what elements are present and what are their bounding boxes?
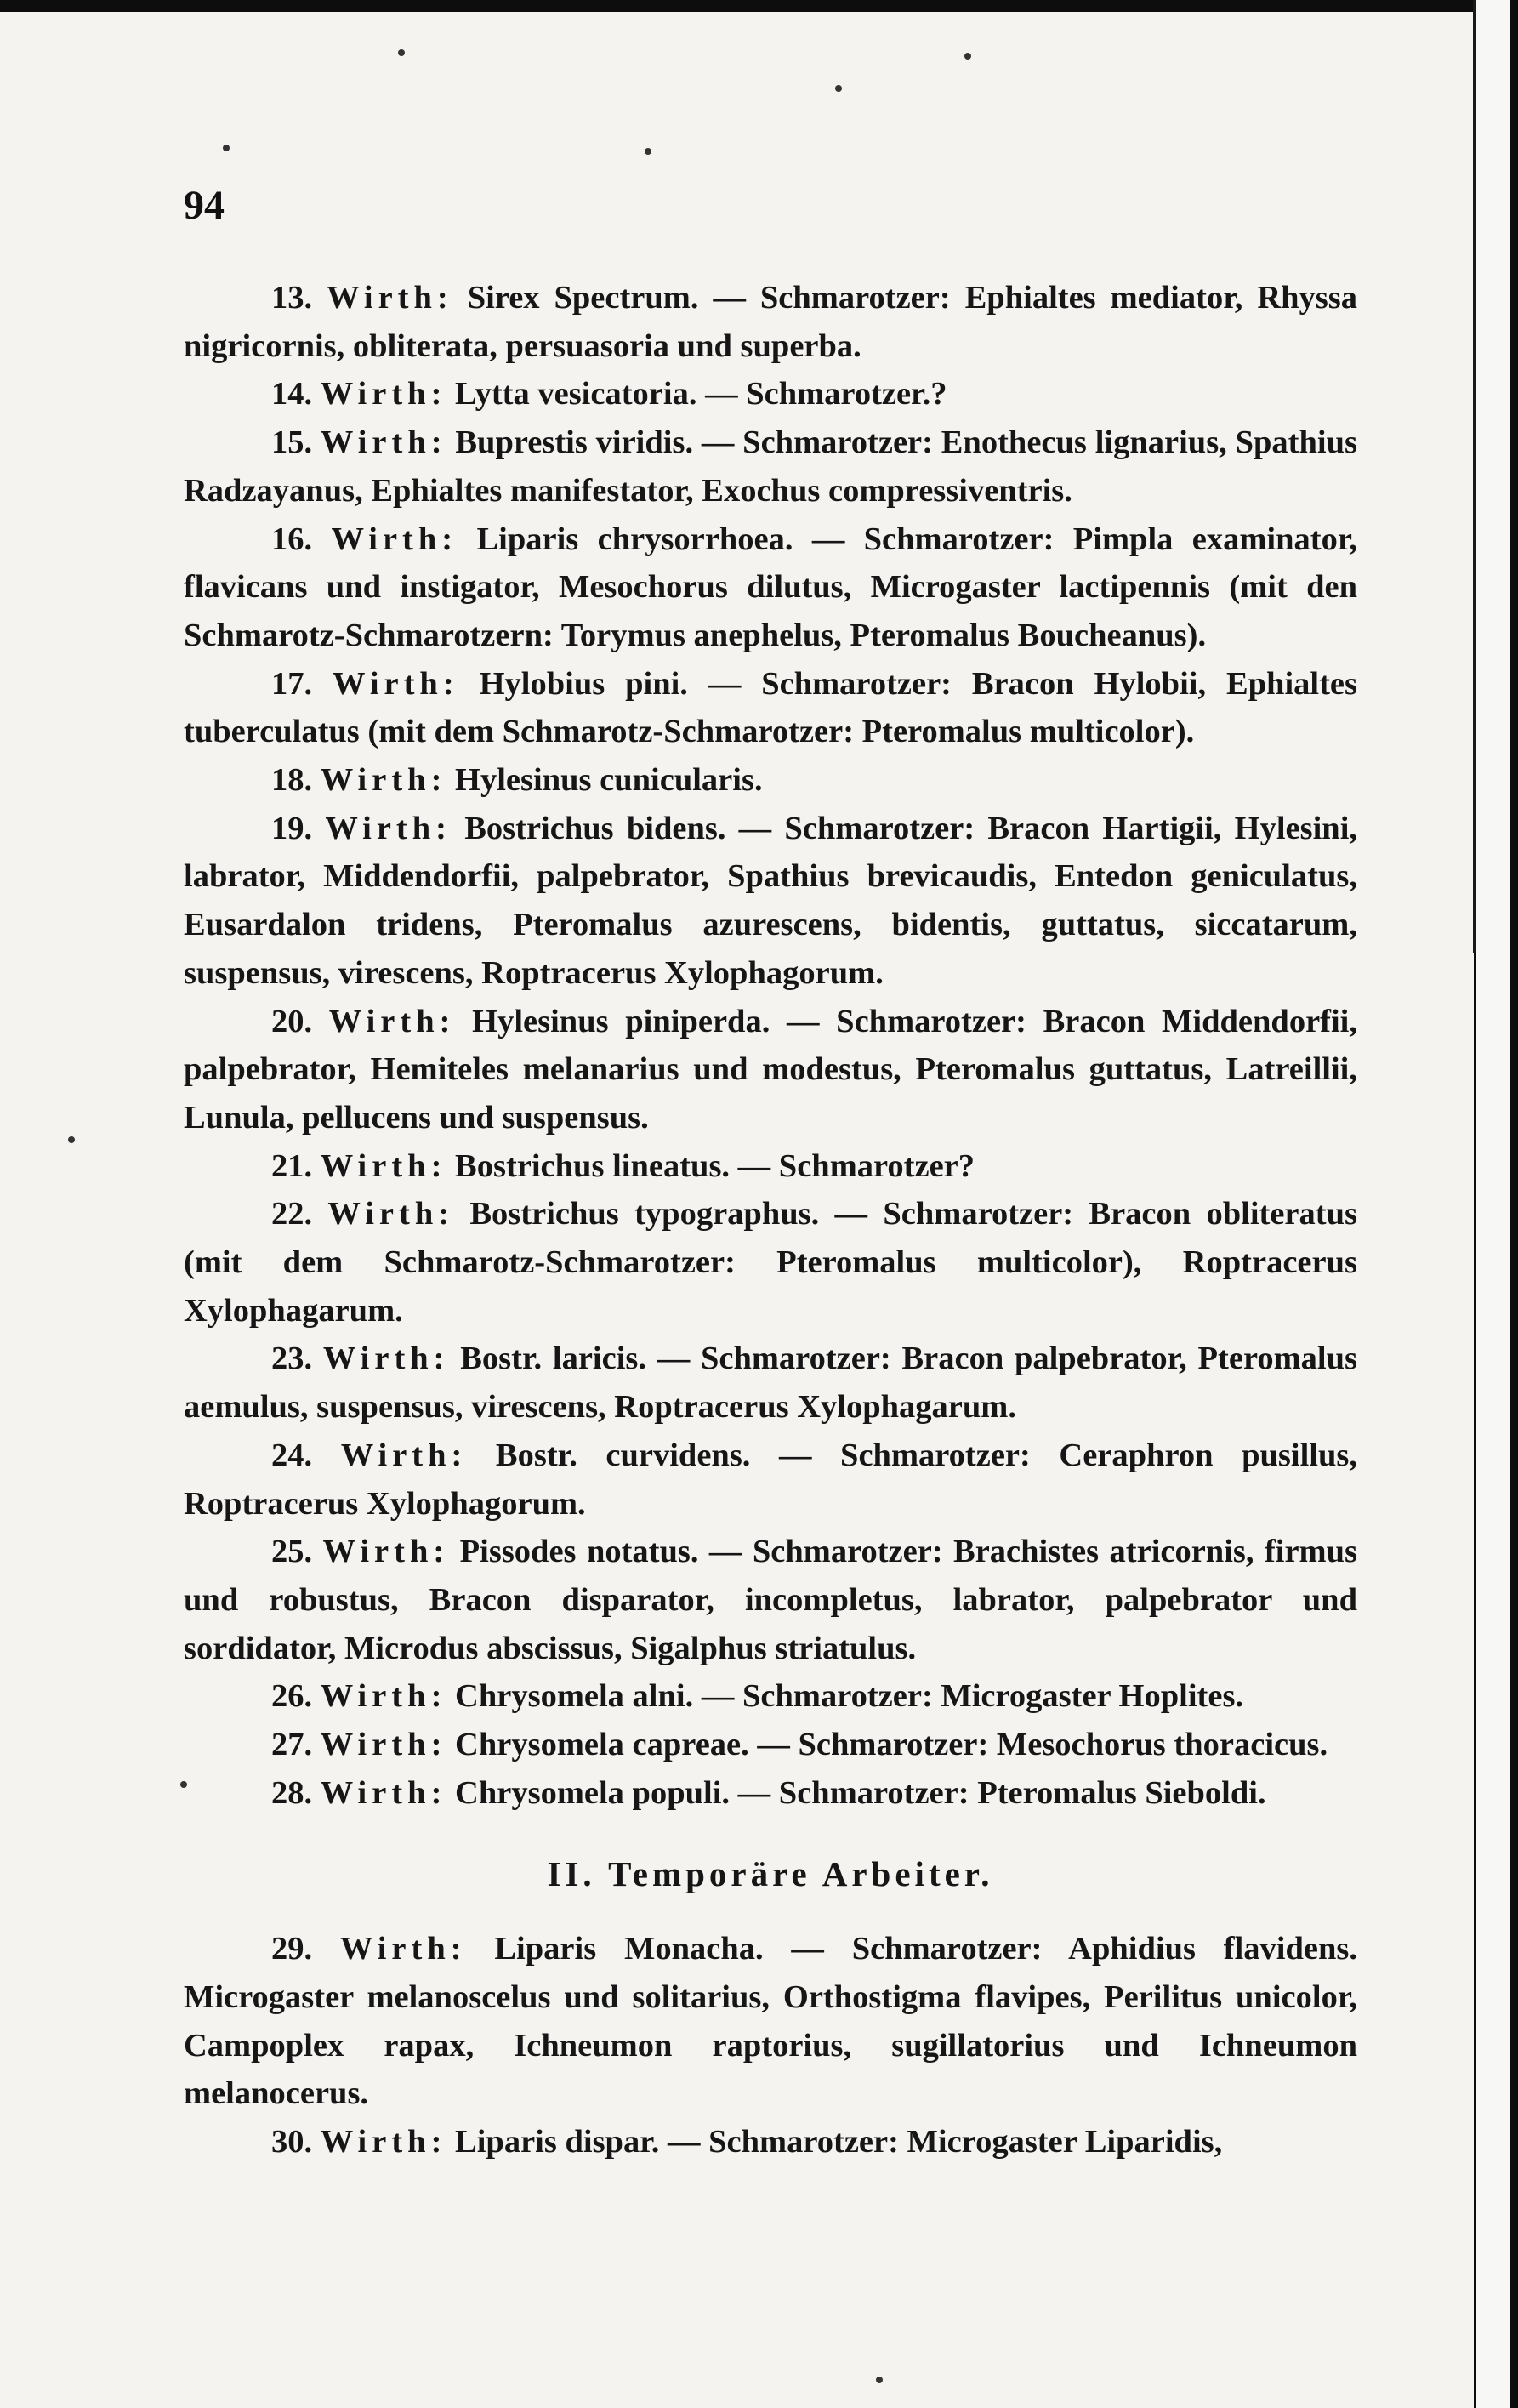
host-label: Wirth: [331,521,458,557]
entry-number: 28. [271,1774,313,1811]
host-label: Wirth: [322,1534,450,1570]
entry-text: Chrysomela capreae. — Schmarotzer: Mesochorus thoracicus. [455,1727,1328,1763]
entry-text: Hylesinus piniperda. — Schmarotzer: Bracon Middendorfii, palpebrator, Hemiteles melanarius und modestus, Pteromalus guttatus, Latreillii, Lunula, pellucens und suspensus. [184,1003,1358,1136]
host-label: Wirth: [325,810,452,846]
entry-number: 27. [271,1727,313,1763]
entry-number: 13. [271,280,313,316]
entry-20 [184,998,1357,1142]
entry-list [184,274,1357,1818]
entry-16 [184,515,1357,660]
entry-29 [184,1925,1357,2118]
entry-text: Hylobius pini. — Schmarotzer: Bracon Hylobii, Ephialtes tuberculatus (mit dem Schmarotz-Schmarotzer: Pteromalus multicolor). [184,665,1358,750]
entry-30 [184,2118,1357,2166]
entry-23 [184,1335,1357,1431]
scan-speck [835,85,842,92]
entry-text: Bostrichus bidens. — Schmarotzer: Bracon Hartigii, Hylesini, labrator, Middendorfii, palpebrator, Spathius brevicaudis, Entedon geniculatus, Eusardalon tridens, Pteromalus azurescens, bidentis, guttatus, siccatarum, suspensus, virescens, Roptracerus Xylophagorum. [184,810,1358,991]
scan-speck [223,145,230,151]
host-label: Wirth: [320,1774,447,1811]
host-label: Wirth: [320,1147,447,1184]
scan-speck [68,1136,75,1143]
entry-13 [184,274,1357,370]
host-label: Wirth: [320,2124,447,2160]
scan-speck [398,49,405,56]
entry-number: 22. [271,1196,313,1232]
entry-text: Bostr. curvidens. — Schmarotzer: Ceraphron pusillus, Roptracerus Xylophagorum. [184,1437,1357,1522]
entry-27 [184,1721,1357,1769]
entry-number: 26. [271,1678,313,1715]
entry-number: 21. [271,1147,313,1184]
entry-21 [184,1142,1357,1191]
entry-19 [184,805,1357,998]
entry-24 [184,1432,1357,1528]
host-label: Wirth: [340,1437,468,1473]
host-label: Wirth: [333,665,459,702]
entry-number: 20. [271,1003,313,1039]
entry-text: Chrysomela populi. — Schmarotzer: Pteromalus Sieboldi. [455,1774,1266,1811]
entry-14 [184,370,1357,418]
scan-speck [645,148,651,155]
entry-number: 17. [271,665,313,702]
entry-text: Pissodes notatus. — Schmarotzer: Brachistes atricornis, firmus und robustus, Bracon disparator, incompletus, labrator, palpebrator und sordidator, Microdus abscissus, Sigalphus striatulus. [184,1534,1358,1666]
entry-text: Hylesinus cunicularis. [455,762,763,799]
entry-text: Liparis dispar. — Schmarotzer: Microgaster Liparidis, [455,2124,1223,2160]
entry-15 [184,418,1357,515]
section-heading: II. Temporäre Arbeiter. [547,1853,994,1893]
entry-text: Bostrichus lineatus. — Schmarotzer? [455,1147,975,1184]
host-label: Wirth: [339,1931,467,1967]
entry-25 [184,1528,1357,1672]
entry-text: Buprestis viridis. — Schmarotzer: Enothecus lignarius, Spathius Radzayanus, Ephialtes manifestator, Exochus compressiventris. [184,424,1357,509]
book-page [0,12,1474,2408]
entry-number: 29. [271,1931,313,1967]
host-label: Wirth: [328,1003,456,1039]
host-label: Wirth: [320,376,447,413]
scan-border [1510,0,1518,2408]
scan-speck [180,1781,187,1788]
entry-text: Chrysomela alni. — Schmarotzer: Microgaster Hoplites. [455,1678,1244,1715]
entry-text: Bostrichus typographus. — Schmarotzer: Bracon obliteratus (mit dem Schmarotz-Schmarotzer: Pteromalus multicolor), Roptracerus Xylophagarum. [184,1196,1357,1329]
entry-text: Sirex Spectrum. — Schmarotzer: Ephialtes mediator, Rhyssa nigricornis, obliterata, persuasoria und superba. [184,280,1358,364]
entry-number: 25. [271,1534,313,1570]
body-text [184,274,1357,2166]
entry-number: 15. [271,424,313,461]
entry-number: 23. [271,1341,313,1377]
host-label: Wirth: [320,1678,447,1715]
host-label: Wirth: [322,1341,450,1377]
entry-text: Lytta vesicatoria. — Schmarotzer.? [455,376,947,413]
host-label: Wirth: [320,1727,447,1763]
entry-number: 30. [271,2124,313,2160]
scan-speck [876,2377,883,2383]
scan-speck [964,53,971,60]
entry-list-2 [184,1925,1357,2166]
entry-number: 24. [271,1437,313,1473]
entry-text: Liparis chrysorrhoea. — Schmarotzer: Pimpla examinator, flavicans und instigator, Mesochorus dilutus, Microgaster lactipennis (mit den Schmarotz-Schmarotzern: Torymus anephelus, Pteromalus Boucheanus). [184,521,1358,653]
entry-22 [184,1190,1357,1335]
entry-number: 16. [271,521,313,557]
entry-number: 18. [271,762,313,799]
entry-number: 14. [271,376,313,413]
host-label: Wirth: [327,1196,455,1232]
page-number: 94 [184,183,225,228]
entry-17 [184,660,1357,756]
host-label: Wirth: [320,762,447,799]
entry-text: Liparis Monacha. — Schmarotzer: Aphidius flavidens. Microgaster melanoscelus und solitarius, Orthostigma flavipes, Perilitus unicolor, Campoplex rapax, Ichneumon raptorius, sugillatorius und Ichneumon melanocerus. [184,1931,1357,2112]
host-label: Wirth: [320,424,447,461]
entry-28 [184,1769,1357,1818]
entry-26 [184,1672,1357,1721]
entry-number: 19. [271,810,313,846]
entry-text: Bostr. laricis. — Schmarotzer: Bracon palpebrator, Pteromalus aemulus, suspensus, virescens, Roptracerus Xylophagarum. [184,1341,1358,1426]
entry-18 [184,756,1357,805]
host-label: Wirth: [327,280,453,316]
